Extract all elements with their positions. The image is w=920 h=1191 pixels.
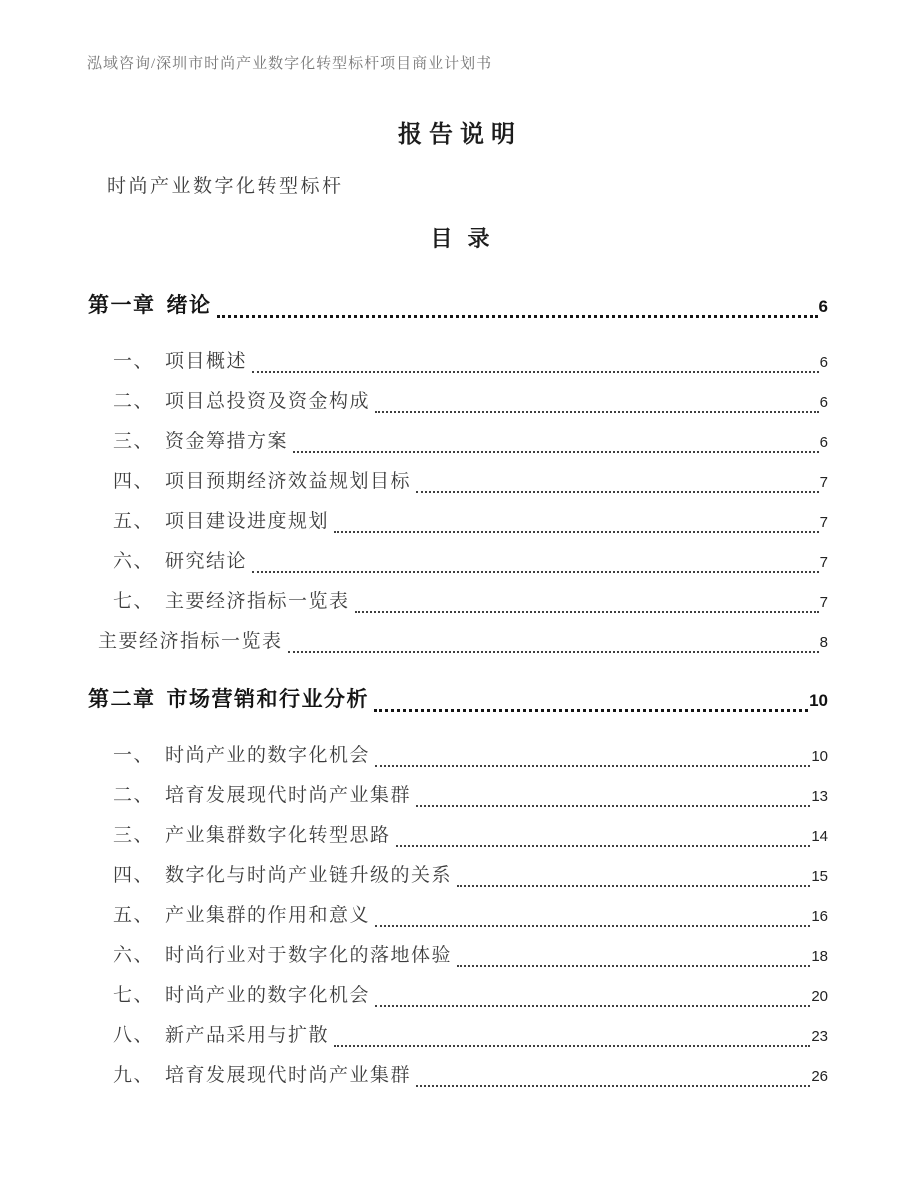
toc-dot-leader bbox=[375, 1005, 810, 1007]
toc-entry[interactable] bbox=[88, 622, 828, 662]
toc-entry-label: 项目概述 bbox=[165, 351, 248, 372]
toc-entry-label: 绪论 bbox=[166, 293, 212, 317]
toc-entry-label: 项目预期经济效益规划目标 bbox=[165, 471, 412, 492]
toc-entry-page: 7 bbox=[819, 554, 828, 571]
toc-entry-label: 时尚产业的数字化机会 bbox=[165, 985, 371, 1006]
toc-entry-number: 八、 bbox=[113, 1025, 155, 1046]
toc-entry-label: 资金筹措方案 bbox=[165, 431, 289, 452]
toc-entry-text bbox=[88, 282, 212, 328]
toc-entry-page: 15 bbox=[811, 868, 828, 885]
toc-entry-text bbox=[88, 676, 369, 722]
toc-entry-label: 项目总投资及资金构成 bbox=[165, 391, 371, 412]
toc-dot-leader bbox=[252, 571, 819, 573]
toc-entry[interactable] bbox=[88, 342, 828, 382]
toc-entry-number: 五、 bbox=[113, 511, 155, 532]
toc-entry[interactable] bbox=[88, 976, 828, 1016]
toc-entry-number: 六、 bbox=[113, 945, 155, 966]
toc-entry-label: 研究结论 bbox=[165, 551, 248, 572]
toc-entry-text bbox=[113, 542, 247, 582]
toc-entry[interactable] bbox=[88, 382, 828, 422]
toc-entry-text bbox=[113, 936, 452, 976]
toc-entry-number: 七、 bbox=[113, 591, 155, 612]
toc-entry-page: 6 bbox=[819, 394, 828, 411]
toc-entry-page: 7 bbox=[819, 514, 828, 531]
toc-entry-page: 8 bbox=[819, 634, 828, 651]
toc-entry-number: 九、 bbox=[113, 1065, 155, 1086]
toc-entry-text bbox=[113, 342, 247, 382]
toc-entry-page: 6 bbox=[819, 354, 828, 371]
toc-entry-label: 市场营销和行业分析 bbox=[166, 687, 369, 711]
toc-dot-leader bbox=[355, 611, 819, 613]
toc-entry[interactable] bbox=[88, 422, 828, 462]
toc-entry-number: 第一章 bbox=[88, 293, 156, 317]
toc-entry-label: 新产品采用与扩散 bbox=[165, 1025, 330, 1046]
toc-entry-number: 一、 bbox=[113, 351, 155, 372]
toc-entry[interactable] bbox=[88, 856, 828, 896]
toc-entry-page: 10 bbox=[811, 748, 828, 765]
toc-dot-leader bbox=[416, 1085, 810, 1087]
toc-dot-leader bbox=[396, 845, 811, 847]
toc-entry-label: 产业集群的作用和意义 bbox=[165, 905, 371, 926]
toc-entry-page: 7 bbox=[819, 594, 828, 611]
toc-entry-page: 14 bbox=[811, 828, 828, 845]
toc-dot-leader bbox=[288, 651, 819, 653]
toc-entry-page: 7 bbox=[819, 474, 828, 491]
toc-entry-label: 主要经济指标一览表 bbox=[98, 631, 283, 652]
toc-entry-label: 数字化与时尚产业链升级的关系 bbox=[165, 865, 453, 886]
toc-entry-label: 项目建设进度规划 bbox=[165, 511, 330, 532]
toc-dot-leader bbox=[375, 411, 819, 413]
toc-dot-leader bbox=[334, 531, 819, 533]
toc-entry[interactable] bbox=[88, 462, 828, 502]
toc-entry-text bbox=[113, 502, 329, 542]
toc-entry-text bbox=[98, 622, 283, 662]
toc-entry-text bbox=[113, 422, 288, 462]
toc-entry[interactable] bbox=[88, 542, 828, 582]
toc-entry[interactable] bbox=[88, 676, 828, 722]
toc-entry-text bbox=[113, 776, 411, 816]
toc-dot-leader bbox=[416, 805, 810, 807]
toc-entry-text bbox=[113, 736, 370, 776]
toc-entry-text bbox=[113, 816, 391, 856]
toc-entry-page: 20 bbox=[811, 988, 828, 1005]
toc-entry-text bbox=[113, 1056, 411, 1096]
toc-dot-leader bbox=[375, 765, 810, 767]
toc-entry-page: 6 bbox=[818, 297, 828, 316]
toc-entry-label: 时尚行业对于数字化的落地体验 bbox=[165, 945, 453, 966]
toc-entry[interactable] bbox=[88, 582, 828, 622]
toc-entry-page: 10 bbox=[809, 691, 828, 710]
document-header: 泓域咨询/深圳市时尚产业数字化转型标杆项目商业计划书 bbox=[87, 56, 493, 72]
toc-entry-text bbox=[113, 976, 370, 1016]
toc-dot-leader bbox=[374, 709, 808, 712]
toc-entry[interactable] bbox=[88, 502, 828, 542]
toc-heading: 目录 bbox=[430, 226, 505, 251]
toc-entry-label: 主要经济指标一览表 bbox=[165, 591, 350, 612]
toc-entry-number: 一、 bbox=[113, 745, 155, 766]
toc-entry[interactable] bbox=[88, 896, 828, 936]
toc-dot-leader bbox=[252, 371, 819, 373]
toc-entry-number: 三、 bbox=[113, 431, 155, 452]
toc-entry-number: 七、 bbox=[113, 985, 155, 1006]
toc-entry-label: 培育发展现代时尚产业集群 bbox=[165, 1065, 412, 1086]
toc-entry-page: 16 bbox=[811, 908, 828, 925]
toc-entry[interactable] bbox=[88, 282, 828, 328]
toc-entry-label: 时尚产业的数字化机会 bbox=[165, 745, 371, 766]
toc-entry-text bbox=[113, 382, 370, 422]
toc-entry-number: 四、 bbox=[113, 865, 155, 886]
toc-entry-text bbox=[113, 1016, 329, 1056]
toc-entry-number: 三、 bbox=[113, 825, 155, 846]
toc-dot-leader bbox=[217, 315, 818, 318]
toc-dot-leader bbox=[334, 1045, 810, 1047]
toc-entry-text bbox=[113, 462, 411, 502]
toc-entry-page: 13 bbox=[811, 788, 828, 805]
toc-entry-page: 6 bbox=[819, 434, 828, 451]
toc-entry[interactable] bbox=[88, 1016, 828, 1056]
toc-entry-page: 23 bbox=[811, 1028, 828, 1045]
toc-entry-label: 产业集群数字化转型思路 bbox=[165, 825, 391, 846]
toc-entry-text bbox=[113, 582, 350, 622]
toc-entry[interactable] bbox=[88, 1056, 828, 1096]
toc-entry-text bbox=[113, 896, 370, 936]
toc-entry[interactable] bbox=[88, 936, 828, 976]
report-description-text: 时尚产业数字化转型标杆 bbox=[107, 176, 344, 197]
toc-dot-leader bbox=[457, 885, 810, 887]
report-description-heading: 报告说明 bbox=[398, 122, 522, 148]
toc-entry-number: 二、 bbox=[113, 785, 155, 806]
toc-entry[interactable] bbox=[88, 776, 828, 816]
toc-entry-number: 六、 bbox=[113, 551, 155, 572]
table-of-contents bbox=[88, 282, 828, 1096]
toc-dot-leader bbox=[457, 965, 810, 967]
toc-dot-leader bbox=[416, 491, 819, 493]
toc-entry[interactable] bbox=[88, 736, 828, 776]
toc-dot-leader bbox=[375, 925, 810, 927]
toc-entry-number: 五、 bbox=[113, 905, 155, 926]
toc-entry-number: 四、 bbox=[113, 471, 155, 492]
toc-entry-number: 第二章 bbox=[88, 687, 156, 711]
toc-entry-label: 培育发展现代时尚产业集群 bbox=[165, 785, 412, 806]
toc-entry-text bbox=[113, 856, 452, 896]
toc-dot-leader bbox=[293, 451, 819, 453]
toc-entry-page: 26 bbox=[811, 1068, 828, 1085]
toc-entry-page: 18 bbox=[811, 948, 828, 965]
toc-entry-number: 二、 bbox=[113, 391, 155, 412]
toc-entry[interactable] bbox=[88, 816, 828, 856]
